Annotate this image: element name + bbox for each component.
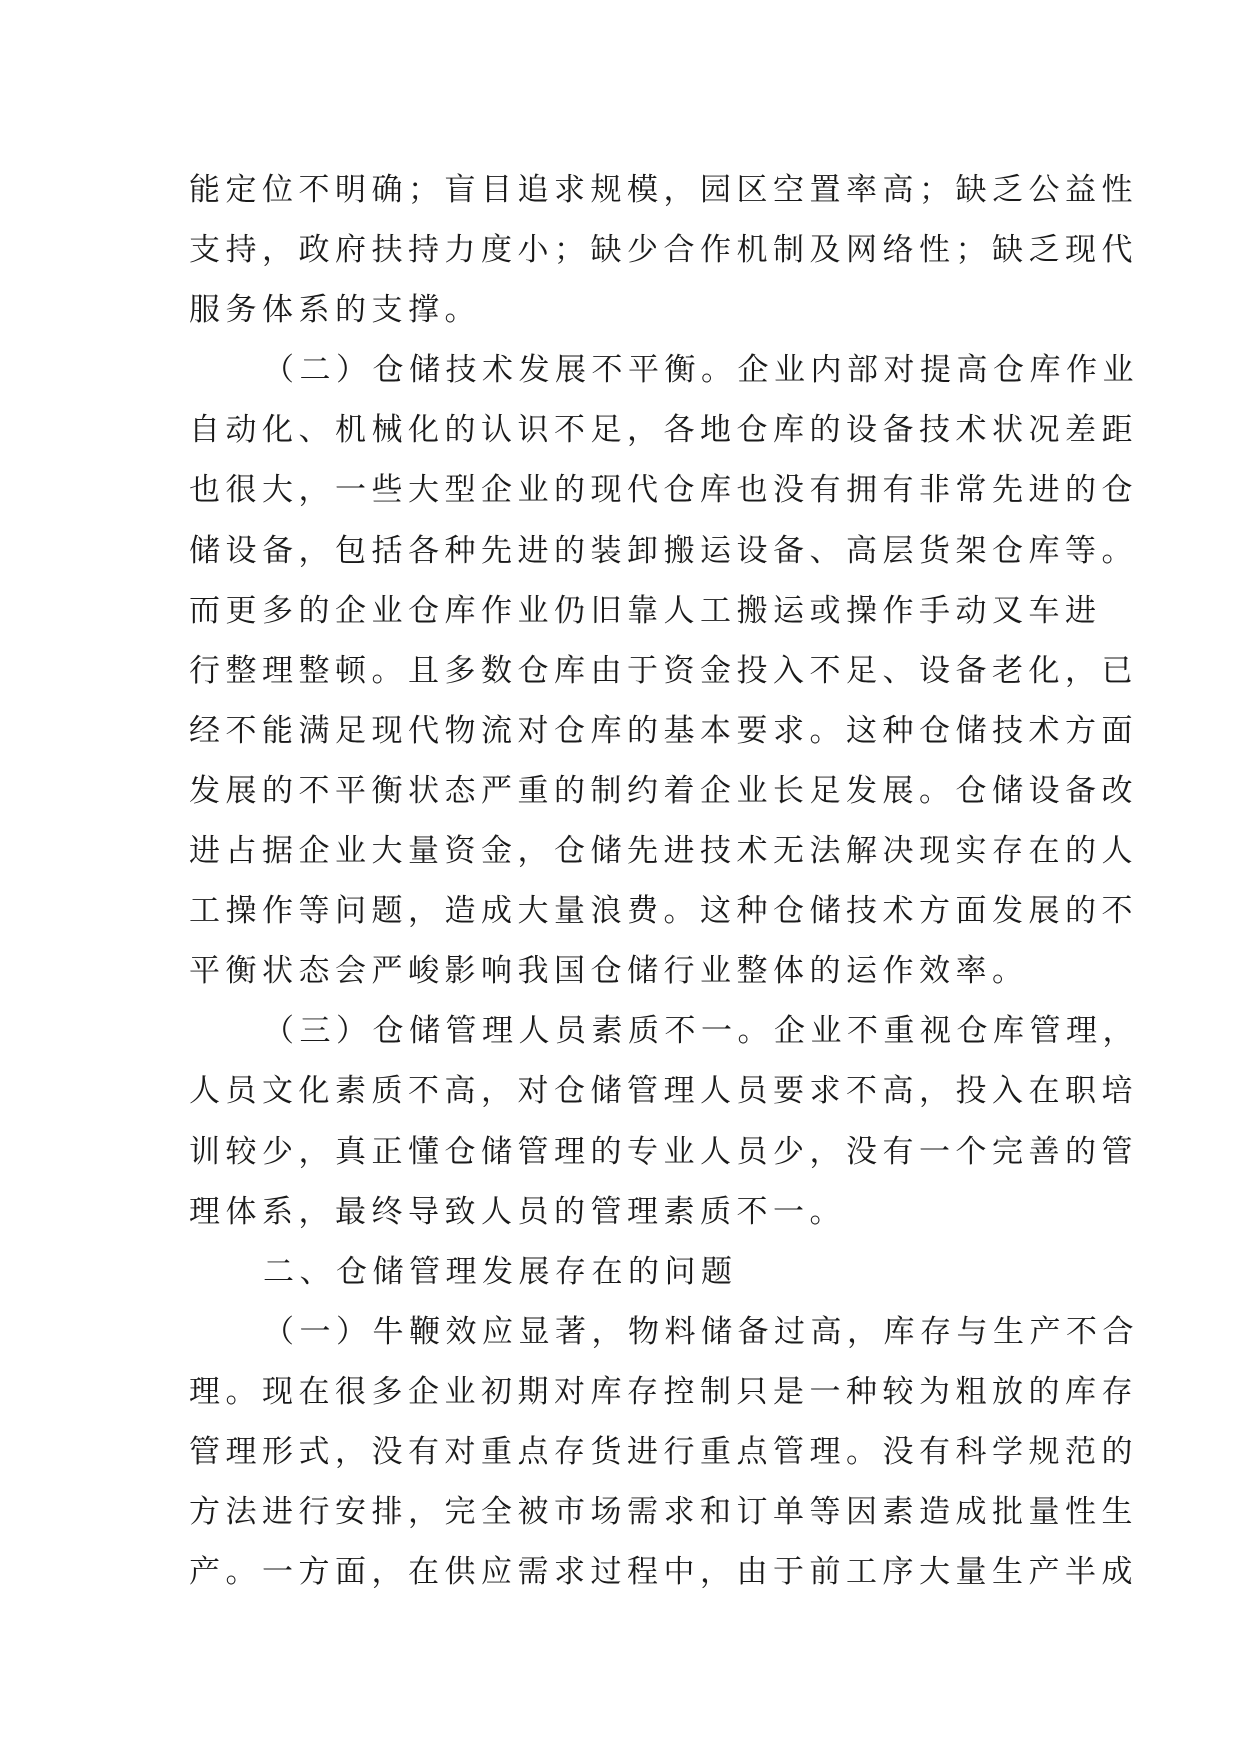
chapter-heading: 二、仓储管理发展存在的问题 (263, 1253, 738, 1290)
section-heading-3: （三）仓储管理人员素质不一。企业不重视仓库管理， (263, 1013, 1139, 1050)
text-line: 进占据企业大量资金，仓储先进技术无法解决现实存在的人 (189, 833, 1138, 870)
text-line: 工操作等问题，造成大量浪费。这种仓储技术方面发展的不 (189, 893, 1138, 930)
text-line: 而更多的企业仓库作业仍旧靠人工搬运或操作手动叉车进 (189, 592, 1102, 629)
section-heading-1: （一）牛鞭效应显著，物料储备过高，库存与生产不合 (263, 1313, 1139, 1350)
text-line: 经不能满足现代物流对仓库的基本要求。这种仓储技术方面 (189, 712, 1138, 749)
text-line: 平衡状态会严峻影响我国仓储行业整体的运作效率。 (189, 953, 1029, 990)
text-line: 也很大，一些大型企业的现代仓库也没有拥有非常先进的仓 (189, 472, 1138, 509)
text-line: 能定位不明确；盲目追求规模，园区空置率高；缺乏公益性 (189, 172, 1138, 208)
document-body (189, 160, 1139, 1602)
text-line: 理体系，最终导致人员的管理素质不一。 (189, 1193, 846, 1230)
text-line: 理。现在很多企业初期对库存控制只是一种较为粗放的库存 (189, 1373, 1138, 1410)
section-heading-2: （二）仓储技术发展不平衡。企业内部对提高仓库作业 (263, 352, 1139, 389)
text-line: 产。一方面，在供应需求过程中，由于前工序大量生产半成 (189, 1554, 1138, 1591)
text-line: 服务体系的支撑。 (189, 292, 481, 329)
text-line: 方法进行安排，完全被市场需求和订单等因素造成批量性生 (189, 1494, 1138, 1531)
text-line: 支持，政府扶持力度小；缺少合作机制及网络性；缺乏现代 (189, 232, 1138, 269)
text-line: 人员文化素质不高，对仓储管理人员要求不高，投入在职培 (189, 1073, 1138, 1110)
text-line: 自动化、机械化的认识不足，各地仓库的设备技术状况差距 (189, 412, 1138, 449)
text-line: 储设备，包括各种先进的装卸搬运设备、高层货架仓库等。 (189, 532, 1138, 569)
text-line: 管理形式，没有对重点存货进行重点管理。没有科学规范的 (189, 1433, 1138, 1470)
text-line: 发展的不平衡状态严重的制约着企业长足发展。仓储设备改 (189, 772, 1138, 809)
text-line: 训较少，真正懂仓储管理的专业人员少，没有一个完善的管 (189, 1133, 1138, 1170)
text-line: 行整理整顿。且多数仓库由于资金投入不足、设备老化，已 (189, 652, 1138, 689)
